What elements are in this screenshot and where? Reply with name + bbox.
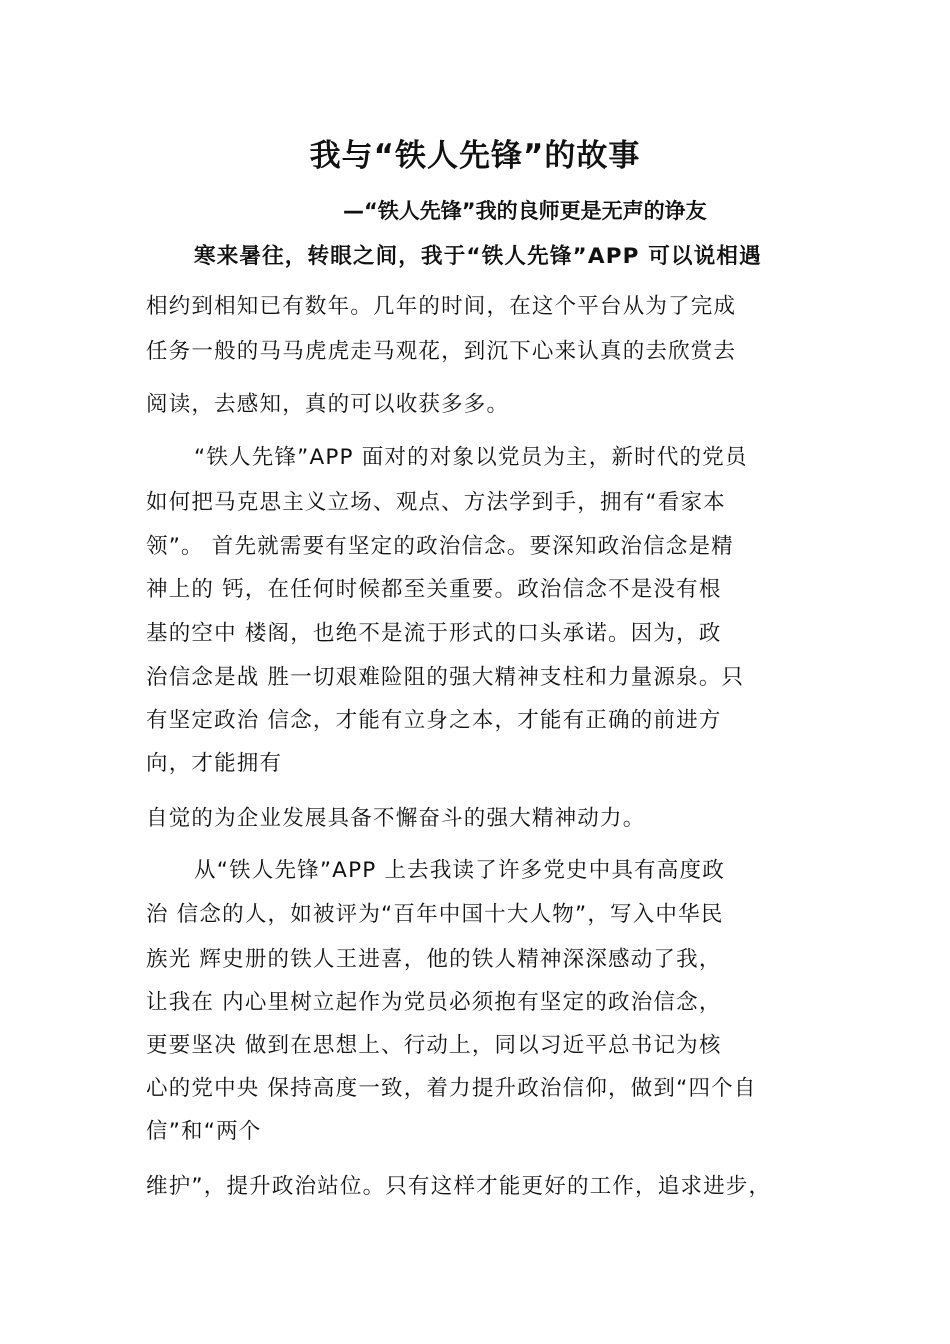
paragraph-line: 神上的 钙，在任何时候都至关重要。政治信念不是没有根 bbox=[146, 577, 722, 602]
paragraph-line: “铁人先锋”APP 面对的对象以党员为主，新时代的党员 bbox=[194, 445, 748, 470]
paragraph-line: 基的空中 楼阁，也绝不是流于形式的口头承诺。因为，政 bbox=[146, 621, 722, 646]
paragraph-line: 有坚定政治 信念，才能有立身之本，才能有正确的前进方 bbox=[146, 708, 722, 733]
paragraph-line: 阅读，去感知，真的可以收获多多。 bbox=[146, 392, 510, 417]
paragraph-line: 治信念是战 胜一切艰难险阻的强大精神支柱和力量源泉。只 bbox=[146, 665, 745, 690]
paragraph-line: 让我在 内心里树立起作为党员必须抱有坚定的政治信念， bbox=[146, 990, 722, 1015]
document-title: 我与“铁人先锋”的故事 bbox=[309, 138, 641, 174]
paragraph-line: 自觉的为企业发展具备不懈奋斗的强大精神动力。 bbox=[146, 806, 646, 831]
paragraph-line: 信”和“两个 bbox=[146, 1119, 262, 1144]
paragraph-line: 相约到相知已有数年。几年的时间，在这个平台从为了完成 bbox=[146, 294, 737, 319]
paragraph-line: 如何把马克思主义立场、观点、方法学到手，拥有“看家本 bbox=[146, 490, 726, 515]
paragraph-line: 从“铁人先锋”APP 上去我读了许多党史中具有高度政 bbox=[194, 858, 725, 883]
paragraph-line: 任务一般的马马虎虎走马观花，到沉下心来认真的去欣赏去 bbox=[146, 339, 737, 364]
paragraph-line: 族光 辉史册的铁人王进喜，他的铁人精神深深感动了我， bbox=[146, 947, 722, 972]
paragraph-line: 心的党中央 保持高度一致，着力提升政治信仰，做到“四个自 bbox=[146, 1076, 757, 1101]
paragraph-line: 维护”，提升政治站位。只有这样才能更好的工作，追求进步， bbox=[146, 1174, 772, 1199]
paragraph-line: 治 信念的人，如被评为“百年中国十大人物”，写入中华民 bbox=[146, 902, 724, 927]
paragraph-line: 更要坚决 做到在思想上、行动上，同以习近平总书记为核 bbox=[146, 1033, 722, 1058]
paragraph-line: 寒来暑往，转眼之间，我于“铁人先锋”APP 可以说相遇 bbox=[194, 244, 762, 269]
paragraph-line: 向，才能拥有 bbox=[146, 751, 283, 776]
document-subtitle: —“铁人先锋”我的良师更是无声的诤友 bbox=[343, 199, 707, 223]
paragraph-line: 领”。 首先就需要有坚定的政治信念。要深知政治信念是精 bbox=[146, 534, 734, 559]
